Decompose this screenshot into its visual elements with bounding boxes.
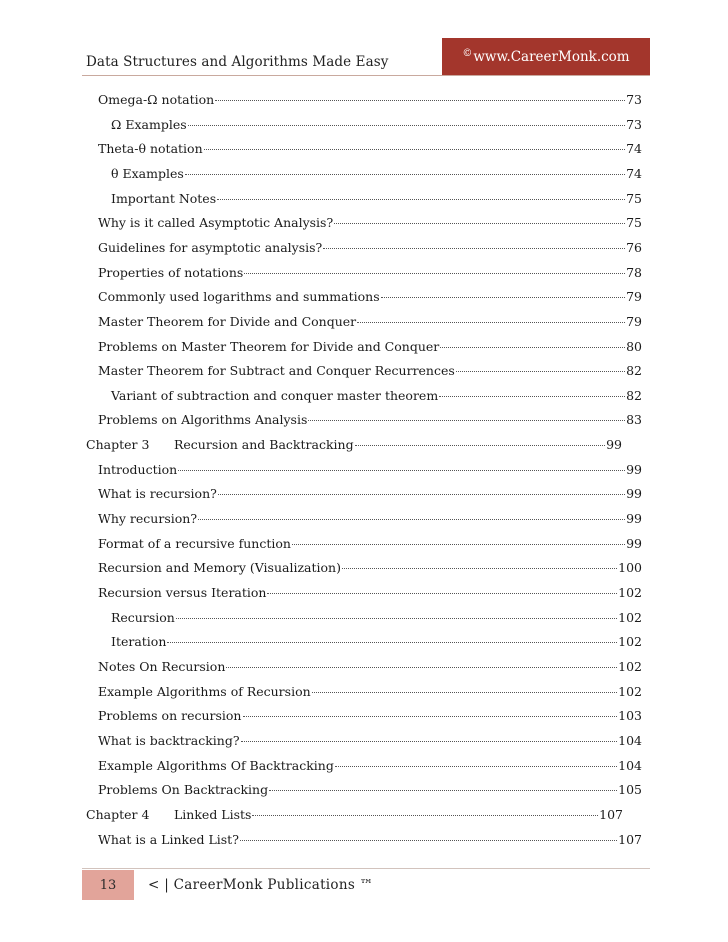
toc-page-number: 73	[626, 92, 642, 107]
book-title: Data Structures and Algorithms Made Easy	[86, 54, 389, 70]
toc-entry[interactable]	[111, 189, 642, 209]
toc-page-number: 100	[618, 560, 642, 576]
toc-entry[interactable]	[98, 731, 642, 751]
toc-entry-title: Master Theorem for Subtract and Conquer Recurrences	[98, 363, 455, 379]
dot-leader	[342, 568, 617, 569]
dot-leader	[241, 741, 618, 742]
toc-entry-title: Notes On Recursion	[98, 658, 226, 674]
toc-entry-title: Why is it called Asymptotic Analysis?	[98, 215, 334, 231]
dot-leader	[167, 642, 617, 643]
toc-entry[interactable]	[98, 337, 642, 357]
toc-entry-title: Problems on Master Theorem for Divide and Conquer	[98, 338, 440, 354]
toc-entry-title: Commonly used logarithms and summations	[98, 289, 380, 305]
toc-entry[interactable]	[98, 706, 642, 726]
toc-page-number: 99	[626, 511, 642, 527]
toc-page-number: 105	[618, 782, 642, 798]
toc-entry-title: θ Examples	[111, 165, 184, 181]
dot-leader	[252, 815, 598, 816]
toc-page-number: 102	[618, 609, 642, 625]
dot-leader	[292, 544, 625, 545]
toc-entry[interactable]	[98, 139, 642, 159]
toc-entry-title: Example Algorithms Of Backtracking	[98, 757, 334, 773]
toc-entry-title: Why recursion?	[98, 511, 198, 527]
toc-page-number: 80	[626, 338, 642, 354]
toc-chapter-row[interactable]	[86, 805, 623, 825]
toc-entry[interactable]	[111, 632, 642, 652]
toc-entry-title: Guidelines for asymptotic analysis?	[98, 239, 323, 255]
toc-entry[interactable]	[98, 583, 642, 603]
toc-page-number: 102	[618, 683, 642, 699]
toc-entry[interactable]	[98, 484, 642, 504]
toc-entry[interactable]	[98, 287, 642, 307]
toc-page-number: 74	[626, 165, 642, 181]
dot-leader	[198, 519, 625, 520]
dot-leader	[243, 716, 618, 717]
toc-entry[interactable]	[98, 780, 642, 800]
toc-entry[interactable]	[98, 534, 642, 554]
site-banner	[442, 38, 650, 75]
dot-leader	[240, 840, 617, 841]
toc-page-number: 83	[626, 412, 642, 428]
toc-entry-title: Recursion versus Iteration	[98, 585, 267, 600]
toc-page-number: 75	[626, 215, 642, 231]
toc-entry[interactable]	[98, 657, 642, 677]
dot-leader	[217, 199, 625, 200]
toc-entry-title: Variant of subtraction and conquer master theorem	[111, 387, 439, 403]
toc-entry-title: Iteration	[111, 634, 167, 650]
toc-entry-title: Problems On Backtracking	[98, 782, 269, 798]
dot-leader	[204, 149, 625, 150]
toc-entry[interactable]	[111, 608, 642, 628]
dot-leader	[226, 667, 617, 668]
toc-page-number: 99	[626, 461, 642, 477]
toc-entry[interactable]	[98, 460, 642, 480]
toc-page-number: 103	[618, 708, 642, 724]
toc-entry-title: Example Algorithms of Recursion	[98, 683, 311, 699]
toc-chapter-row[interactable]	[86, 435, 622, 455]
toc-page-number: 102	[618, 585, 642, 600]
toc-entry-title: Recursion and Backtracking	[174, 437, 354, 453]
toc-entry[interactable]	[98, 756, 642, 776]
toc-entry[interactable]	[98, 263, 642, 283]
toc-entry-title: Theta-θ notation	[98, 141, 203, 157]
toc-entry-title: What is a Linked List?	[98, 831, 239, 847]
dot-leader	[381, 297, 625, 298]
toc-entry[interactable]	[98, 312, 642, 332]
dot-leader	[215, 100, 625, 101]
dot-leader	[185, 174, 625, 175]
toc-page-number: 99	[626, 535, 642, 551]
dot-leader	[439, 396, 625, 397]
toc-entry-title: Linked Lists	[174, 806, 252, 822]
dot-leader	[323, 248, 625, 249]
toc-entry-title: Problems on recursion	[98, 708, 242, 724]
toc-page-number: 75	[626, 190, 642, 206]
toc-entry-title: Problems on Algorithms Analysis	[98, 412, 308, 428]
toc-entry-title: Important Notes	[111, 190, 217, 206]
toc-page-number: 104	[618, 757, 642, 773]
toc-entry[interactable]	[98, 682, 642, 702]
dot-leader	[244, 273, 625, 274]
chapter-number: Chapter 3	[86, 437, 150, 453]
toc-page-number: 99	[626, 486, 642, 502]
page-footer	[82, 868, 650, 901]
toc-page-number: 102	[618, 634, 642, 650]
toc-entry-title: Recursion and Memory (Visualization)	[98, 560, 341, 576]
toc-entry-title: Omega-Ω notation	[98, 92, 215, 107]
dot-leader	[176, 618, 617, 619]
toc-page-number: 104	[618, 732, 642, 748]
toc-page-number: 73	[626, 116, 642, 132]
dot-leader	[188, 125, 625, 126]
toc-entry[interactable]	[98, 558, 642, 578]
toc-entry[interactable]	[98, 410, 642, 430]
toc-entry-title: Master Theorem for Divide and Conquer	[98, 313, 357, 329]
dot-leader	[357, 322, 625, 323]
page-header	[82, 38, 650, 76]
toc-entry[interactable]	[98, 361, 642, 381]
toc-page-number: 79	[626, 289, 642, 305]
toc-entry[interactable]	[111, 386, 642, 406]
toc-entry[interactable]	[98, 90, 642, 110]
toc-entry[interactable]	[98, 509, 642, 529]
dot-leader	[456, 371, 625, 372]
copyright-symbol: ©	[462, 48, 473, 59]
toc-page-number: 99	[606, 437, 622, 453]
toc-page-number: 74	[626, 141, 642, 157]
toc-entry[interactable]	[111, 164, 642, 184]
toc-entry[interactable]	[98, 238, 642, 258]
toc-page-number: 107	[599, 806, 623, 822]
toc-entry-title: What is recursion?	[98, 486, 217, 502]
toc-page-number: 102	[618, 658, 642, 674]
dot-leader	[178, 470, 625, 471]
footer-publisher: < | CareerMonk Publications ™	[148, 877, 374, 893]
toc-page-number: 107	[618, 831, 642, 847]
toc-page-number: 76	[626, 239, 642, 255]
toc-entry-title: What is backtracking?	[98, 732, 240, 748]
dot-leader	[218, 494, 625, 495]
toc-entry-title: Recursion	[111, 609, 175, 625]
dot-leader	[269, 790, 617, 791]
chapter-number: Chapter 4	[86, 806, 150, 822]
toc-page-number: 78	[626, 264, 642, 280]
toc-page-number: 79	[626, 313, 642, 329]
dot-leader	[440, 347, 625, 348]
toc-entry[interactable]	[111, 115, 642, 135]
site-link[interactable]: www.CareerMonk.com	[473, 48, 630, 65]
toc-entry-title: Introduction	[98, 461, 178, 477]
dot-leader	[308, 420, 625, 421]
dot-leader	[334, 223, 625, 224]
toc-entry-title: Format of a recursive function	[98, 535, 291, 551]
toc-entry-title: Properties of notations	[98, 264, 244, 280]
page-number: 13	[82, 870, 134, 900]
dot-leader	[355, 445, 606, 446]
dot-leader	[267, 593, 617, 594]
toc-entry[interactable]	[98, 830, 642, 850]
toc-entry[interactable]	[98, 213, 642, 233]
dot-leader	[312, 692, 618, 693]
toc-entry-title: Ω Examples	[111, 116, 187, 132]
dot-leader	[335, 766, 617, 767]
toc-page-number: 82	[626, 387, 642, 403]
toc-page-number: 82	[626, 363, 642, 379]
